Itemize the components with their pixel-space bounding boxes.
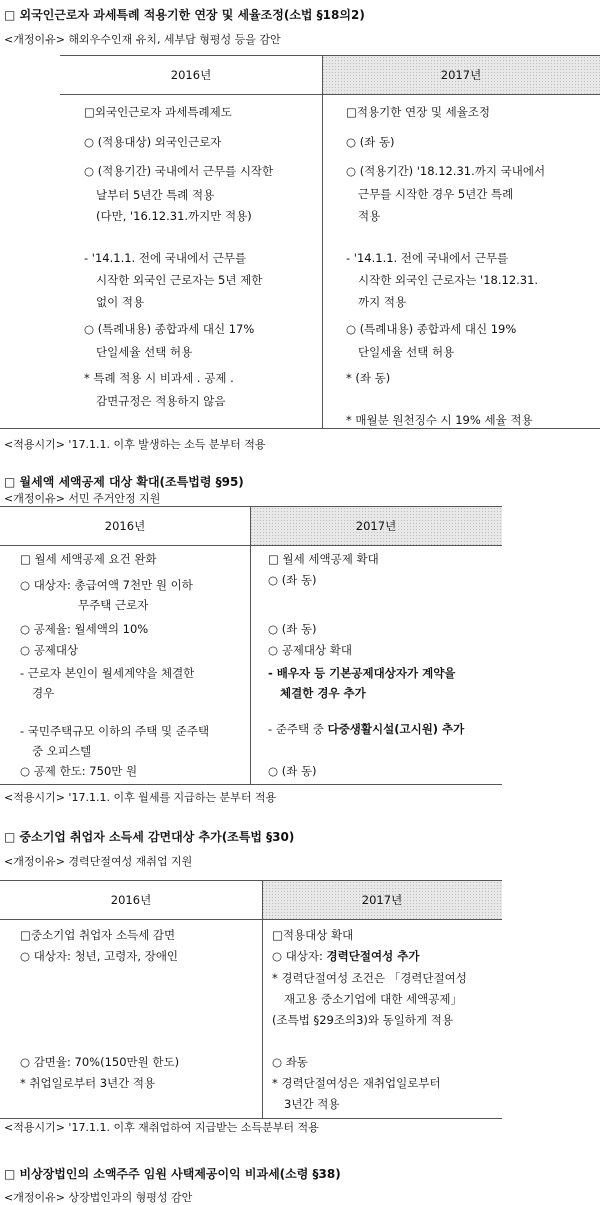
section4-reason: <개정이유> 상장법인과의 형평성 감안 bbox=[4, 1191, 193, 1204]
list-item: ○ (적용대상) 외국인근로자 bbox=[84, 135, 222, 149]
list-item: □ 월세 세액공제 요건 완화 bbox=[20, 552, 157, 566]
list-item: 감면규정은 적용하지 않음 bbox=[96, 394, 226, 408]
section2-reason: <개정이유> 서민 주거안정 지원 bbox=[4, 492, 161, 505]
list-item: 중 오피스텔 bbox=[32, 744, 92, 758]
section1-header-2016: 2016년 bbox=[170, 68, 212, 82]
list-item: 재고용 중소기업에 대한 세액공제」 bbox=[284, 992, 462, 1006]
list-item: * 특례 적용 시 비과세 . 공제 . bbox=[84, 371, 234, 385]
section3-header-2017: 2017년 bbox=[262, 881, 502, 919]
list-item: 시작한 외국인 근로자는 5년 제한 bbox=[96, 273, 263, 287]
list-item: 까지 적용 bbox=[358, 295, 407, 309]
list-item: 단일세율 선택 허용 bbox=[96, 345, 193, 359]
list-item: □외국인근로자 과세특례제도 bbox=[84, 105, 232, 119]
section3-effective-date: <적용시기> '17.1.1. 이후 재취업하여 지급받는 소득분부터 적용 bbox=[4, 1121, 319, 1134]
section4-title: □ 비상장법인의 소액주주 임원 사택제공이익 비과세(소령 §38) bbox=[4, 1167, 341, 1181]
list-item: 무주택 근로자 bbox=[78, 598, 149, 612]
list-item: □중소기업 취업자 소득세 감면 bbox=[20, 928, 176, 942]
list-item: ○ 공제대상 확대 bbox=[268, 643, 352, 657]
section3-header-2016: 2016년 bbox=[110, 893, 152, 907]
list-item: ○ 대상자: 총급여액 7천만 원 이하 bbox=[20, 578, 193, 592]
list-item: 없이 적용 bbox=[96, 295, 145, 309]
list-item: 근무를 시작한 경우 5년간 특례 bbox=[358, 187, 514, 201]
list-item: * 경력단절여성 조건은 「경력단절여성 bbox=[272, 971, 467, 985]
list-item: ○ 공제대상 bbox=[20, 643, 79, 657]
list-item: ○ (좌 동) bbox=[268, 622, 317, 636]
list-item: - 근로자 본인이 월세계약을 체결한 bbox=[20, 666, 195, 680]
list-item: ○ 대상자: 청년, 고령자, 장애인 bbox=[20, 949, 179, 963]
list-item: ○ (특례내용) 종합과세 대신 17% bbox=[84, 322, 255, 336]
list-item: * (좌 동) bbox=[346, 371, 391, 385]
list-item: □적용대상 확대 bbox=[272, 928, 354, 942]
section1-title: □ 외국인근로자 과세특례 적용기한 연장 및 세율조정(소법 §18의2) bbox=[4, 8, 365, 22]
list-item: - '14.1.1. 전에 국내에서 근무를 bbox=[346, 251, 509, 265]
list-item: * 경력단절여성은 재취업일로부터 bbox=[272, 1076, 441, 1090]
list-item: 단일세율 선택 허용 bbox=[358, 345, 455, 359]
list-item: ○ (적용기간) 국내에서 근무를 시작한 bbox=[84, 164, 274, 178]
list-item: ○ (적용기간) '18.12.31.까지 국내에서 bbox=[346, 164, 546, 178]
list-item: 3년간 적용 bbox=[284, 1097, 340, 1111]
list-item: 적용 bbox=[358, 209, 381, 223]
emphasis-text: 경력단절여성 추가 bbox=[326, 949, 420, 963]
list-item: - 준주택 중 다중생활시설(고시원) 추가 bbox=[268, 722, 465, 736]
section2-effective-date: <적용시기> '17.1.1. 이후 월세를 지급하는 분부터 적용 bbox=[4, 791, 277, 804]
list-item: □ 월세 세액공제 확대 bbox=[268, 552, 379, 566]
list-item: ○ (좌 동) bbox=[268, 573, 317, 587]
section2-header-2016: 2016년 bbox=[104, 519, 146, 533]
list-item: 날부터 5년간 특례 적용 bbox=[96, 188, 215, 202]
section2-title: □ 월세액 세액공제 대상 확대(조특법령 §95) bbox=[4, 475, 244, 489]
list-item: ○ 대상자: 경력단절여성 추가 bbox=[272, 949, 420, 963]
section2-header-2017: 2017년 bbox=[250, 507, 502, 545]
list-item: - '14.1.1. 전에 국내에서 근무를 bbox=[84, 251, 247, 265]
list-item: - 배우자 등 기본공제대상자가 계약을 bbox=[268, 666, 456, 680]
emphasis-text: 다중생활시설(고시원) 추가 bbox=[327, 722, 465, 736]
list-item: ○ (좌 동) bbox=[346, 135, 395, 149]
list-item: 경우 bbox=[32, 686, 55, 700]
list-item: - 국민주택규모 이하의 주택 및 준주택 bbox=[20, 724, 210, 738]
list-item: ○ (좌 동) bbox=[268, 764, 317, 778]
list-item: 체결한 경우 추가 bbox=[280, 686, 366, 700]
section1-header-2017: 2017년 bbox=[322, 56, 600, 94]
list-item: ○ 공제율: 월세액의 10% bbox=[20, 622, 149, 636]
list-item: (다만, '16.12.31.까지만 적용) bbox=[96, 209, 252, 223]
list-item: (조특법 §29조의3)와 동일하게 적용 bbox=[272, 1013, 453, 1027]
list-item: □적용기한 연장 및 세율조정 bbox=[346, 105, 491, 119]
section1-effective-date: <적용시기> '17.1.1. 이후 발생하는 소득 분부터 적용 bbox=[4, 438, 266, 451]
list-item: ○ (특례내용) 종합과세 대신 19% bbox=[346, 322, 517, 336]
section3-reason: <개정이유> 경력단절여성 재취업 지원 bbox=[4, 855, 193, 868]
list-item: 시작한 외국인 근로자는 '18.12.31. bbox=[358, 273, 539, 287]
list-item: ○ 좌동 bbox=[272, 1055, 308, 1069]
list-item: ○ 감면율: 70%(150만원 한도) bbox=[20, 1055, 180, 1069]
section3-title: □ 중소기업 취업자 소득세 감면대상 추가(조특법 §30) bbox=[4, 830, 295, 844]
section1-reason: <개정이유> 해외우수인재 유치, 세부담 형평성 등을 감안 bbox=[4, 33, 281, 46]
list-item: * 취업일로부터 3년간 적용 bbox=[20, 1076, 156, 1090]
list-item: * 매월분 원천징수 시 19% 세율 적용 bbox=[346, 413, 533, 427]
list-item: ○ 공제 한도: 750만 원 bbox=[20, 764, 138, 778]
